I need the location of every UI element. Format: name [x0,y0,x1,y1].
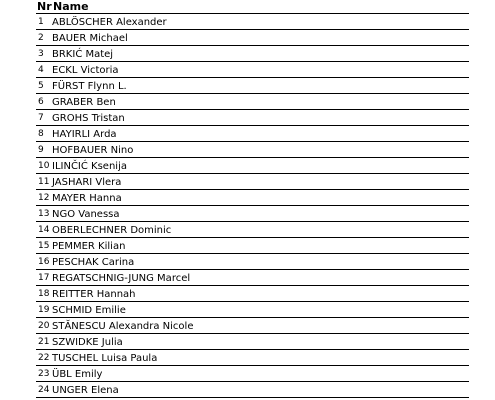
row-number: 3 [38,49,44,59]
class-list-table [36,0,469,398]
row-number: 8 [38,129,44,139]
table-header [36,0,469,14]
row-number: 16 [38,257,50,267]
student-name: ILINČIĆ Ksenija [52,161,127,172]
student-name: FÜRST Flynn L. [52,81,127,92]
table-row [36,142,469,158]
header-nr: Nr [37,0,52,13]
table-row [36,206,469,222]
row-number: 1 [38,17,44,27]
row-number: 6 [38,97,44,107]
student-name: ECKL Victoria [52,65,119,76]
table-row [36,30,469,46]
table-row [36,222,469,238]
row-number: 11 [38,177,50,187]
row-number: 18 [38,289,50,299]
student-name: SZWIDKE Julia [52,337,123,348]
row-number: 22 [38,353,50,363]
table-row [36,158,469,174]
header-name: Name [53,0,89,13]
student-name: GRABER Ben [52,97,116,108]
student-name: STĂNESCU Alexandra Nicole [52,321,194,332]
student-name: REGATSCHNIG-JUNG Marcel [52,273,191,284]
table-row [36,254,469,270]
row-number: 9 [38,145,44,155]
student-name: HOFBAUER Nino [52,145,134,156]
table-row [36,14,469,30]
row-number: 17 [38,273,50,283]
table-row [36,174,469,190]
student-name: UNGER Elena [52,385,119,396]
table-row [36,318,469,334]
row-number: 7 [38,113,44,123]
student-name: REITTER Hannah [52,289,136,300]
table-row [36,302,469,318]
row-number: 2 [38,33,44,43]
table-row [36,126,469,142]
student-name: BAUER Michael [52,33,128,44]
table-row [36,110,469,126]
table-row [36,46,469,62]
row-number: 24 [38,385,50,395]
student-name: PESCHAK Carina [52,257,135,268]
student-name: JASHARI Vlera [52,177,122,188]
row-number: 19 [38,305,50,315]
row-number: 12 [38,193,50,203]
student-name: HAYIRLI Arda [52,129,117,140]
table-row [36,366,469,382]
row-number: 23 [38,369,50,379]
table-row [36,78,469,94]
row-number: 4 [38,65,44,75]
student-name: BRKIĆ Matej [52,49,114,60]
table-row [36,62,469,78]
student-name: GROHS Tristan [52,113,125,124]
student-name: OBERLECHNER Dominic [52,225,172,236]
row-number: 20 [38,321,50,331]
row-number: 14 [38,225,50,235]
table-row [36,94,469,110]
row-number: 21 [38,337,50,347]
row-number: 15 [38,241,50,251]
table-row [36,350,469,366]
student-name: NGO Vanessa [52,209,120,220]
student-name: TUSCHEL Luisa Paula [52,353,158,364]
student-name: SCHMID Emilie [52,305,126,316]
student-name: ABLÖSCHER Alexander [52,17,167,28]
table-body [36,14,469,398]
student-name: PEMMER Kilian [52,241,126,252]
table-row [36,190,469,206]
student-name: ÜBL Emily [52,369,103,380]
table-row [36,334,469,350]
row-number: 13 [38,209,50,219]
table-row [36,238,469,254]
table-row [36,382,469,398]
table-row [36,286,469,302]
row-number: 10 [38,161,50,171]
student-name: MAYER Hanna [52,193,122,204]
row-number: 5 [38,81,44,91]
table-row [36,270,469,286]
